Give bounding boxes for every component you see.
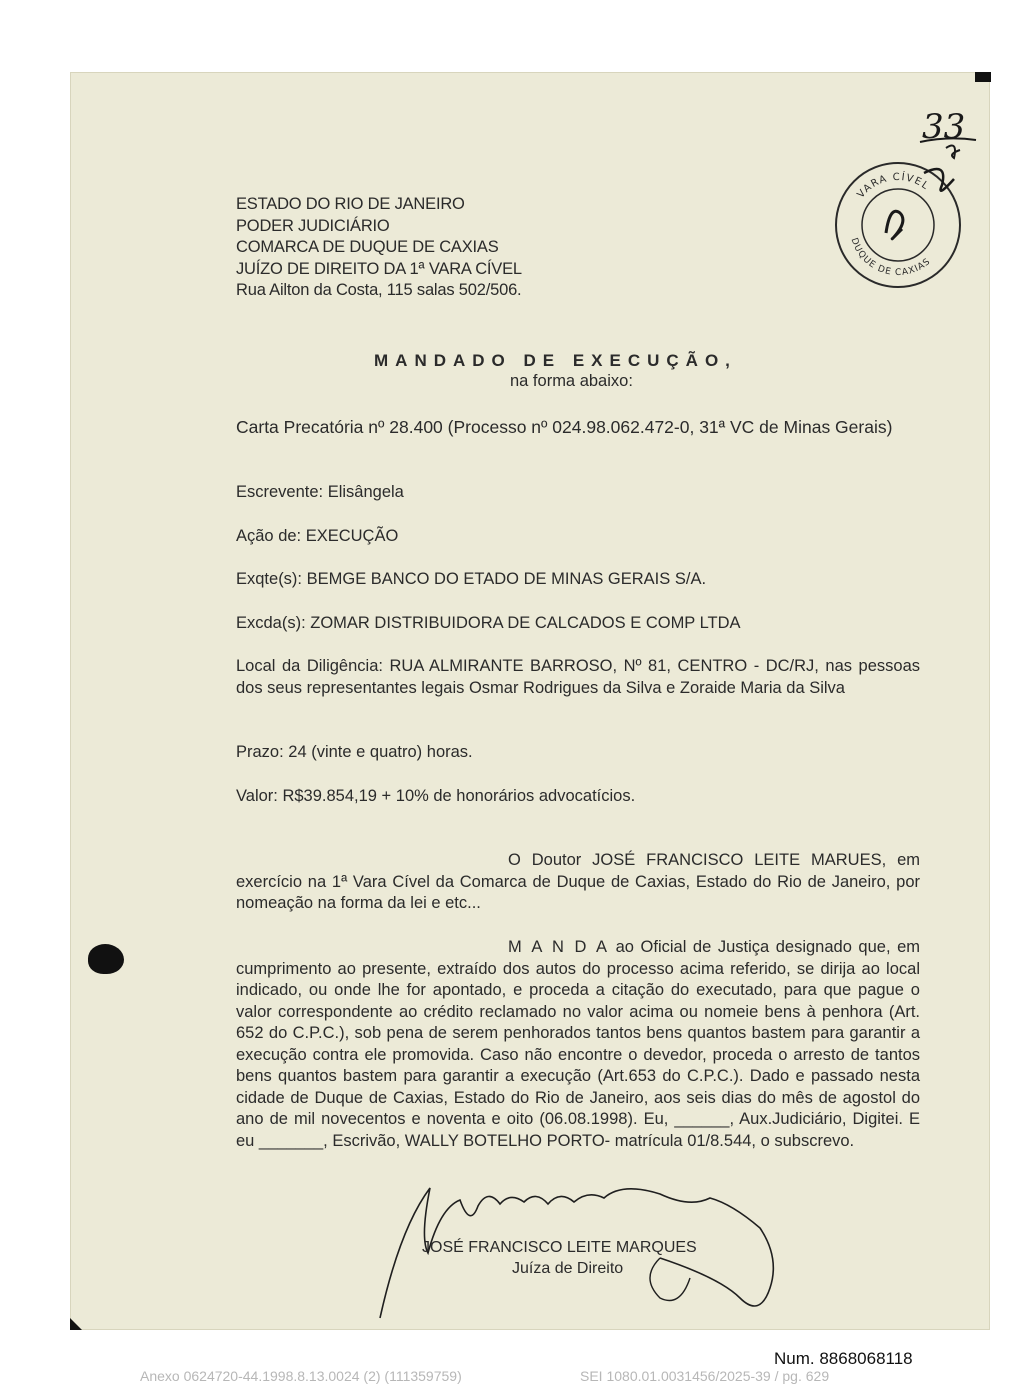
scan-corner-mark bbox=[975, 72, 991, 82]
doutor-rest: em exercício na 1ª Vara Cível da Comarca de Duque de Caxias, Estado do Rio de Janeiro, por nomeação na forma da lei e etc... bbox=[236, 851, 920, 912]
punch-hole-mark bbox=[88, 944, 124, 974]
local-diligencia: Local da Diligência: RUA ALMIRANTE BARROSO, Nº 81, CENTRO - DC/RJ, nas pessoas dos seus representantes legais Osmar Rodrigues da Silva e Zoraide Maria da Silva bbox=[236, 657, 920, 697]
prazo-field: Prazo: 24 (vinte e quatro) horas. bbox=[236, 743, 473, 761]
document-number: Num. 8868068118 bbox=[774, 1349, 913, 1368]
document-subtitle: na forma abaixo: bbox=[510, 372, 633, 390]
doutor-paragraph bbox=[236, 850, 920, 915]
header-comarca: COMARCA DE DUQUE DE CAXIAS bbox=[236, 238, 499, 256]
carta-precatoria: Carta Precatória nº 28.400 (Processo nº 024.98.062.472-0, 31ª VC de Minas Gerais) bbox=[236, 417, 893, 437]
footer-sei: SEI 1080.01.0031456/2025-39 / pg. 629 bbox=[580, 1368, 830, 1384]
page-number-text: 33 bbox=[922, 107, 966, 147]
header-branch: PODER JUDICIÁRIO bbox=[236, 216, 390, 235]
manda-rest: ao Oficial de Justiça designado que, em cumprimento ao presente, extraído dos autos do processo acima referido, se dirija ao local indicado, ou onde lhe for apontado, e proceda a citação do executado, para que pague o valor correspondente ao crédito reclamado no valor acima ou nomeie bens à penhora (Art. 652 do C.P.C.), sob pena de serem penhorados tantos bens quantos bastem para garantir a execução contra ele promovida. Caso não encontre o devedor, proceda o arresto de tantos bens quantos bastem para garantir a execução (Art.653 do C.P.C.). Dado e passado nesta cidade de Duque de Caxias, Estado do Rio de Janeiro, aos seis dias do mês de agostol do ano de mil novecentos e noventa e oito (06.08.1998). Eu, ______, Aux.Judiciário, Digitei. E eu _______, Escrivão, WALLY BOTELHO PORTO- matrícula 01/8.544, o subscrevo. bbox=[236, 938, 921, 1150]
document-title: MANDADO DE EXECUÇÃO, bbox=[374, 351, 737, 370]
svg-text:DUQUE DE CAXIAS bbox=[849, 237, 933, 278]
document-header bbox=[236, 194, 522, 302]
handwritten-page-number bbox=[918, 102, 978, 162]
header-address: Rua Ailton da Costa, 115 salas 502/506. bbox=[236, 281, 522, 299]
header-state: ESTADO DO RIO DE JANEIRO bbox=[236, 195, 465, 213]
court-seal bbox=[828, 155, 968, 295]
executado-field: Excda(s): ZOMAR DISTRIBUIDORA DE CALCADOS E COMP LTDA bbox=[236, 614, 741, 632]
doutor-lead: O Doutor JOSÉ FRANCISCO LEITE MARUES, bbox=[508, 851, 887, 869]
header-court: JUÍZO DE DIREITO DA 1ª VARA CÍVEL bbox=[236, 259, 522, 278]
signature-name: JOSÉ FRANCISCO LEITE MARQUES bbox=[422, 1239, 697, 1256]
escrevente-field: Escrevente: Elisângela bbox=[236, 483, 404, 501]
manda-lead: M A N D A bbox=[508, 938, 610, 956]
seal-bottom-text: DUQUE DE CAXIAS bbox=[848, 236, 933, 279]
exequente-field: Exqte(s): BEMGE BANCO DO ETADO DE MINAS GERAIS S/A. bbox=[236, 570, 707, 588]
signature-role: Juíza de Direito bbox=[512, 1260, 624, 1277]
footer-annex: Anexo 0624720-44.1998.8.13.0024 (2) (111359759) bbox=[140, 1368, 462, 1384]
acao-field: Ação de: EXECUÇÃO bbox=[236, 527, 399, 545]
seal-top-text: VARA CÍVEL bbox=[855, 171, 932, 201]
manda-paragraph bbox=[236, 937, 920, 1152]
valor-field: Valor: R$39.854,19 + 10% de honorários advocatícios. bbox=[236, 787, 636, 805]
